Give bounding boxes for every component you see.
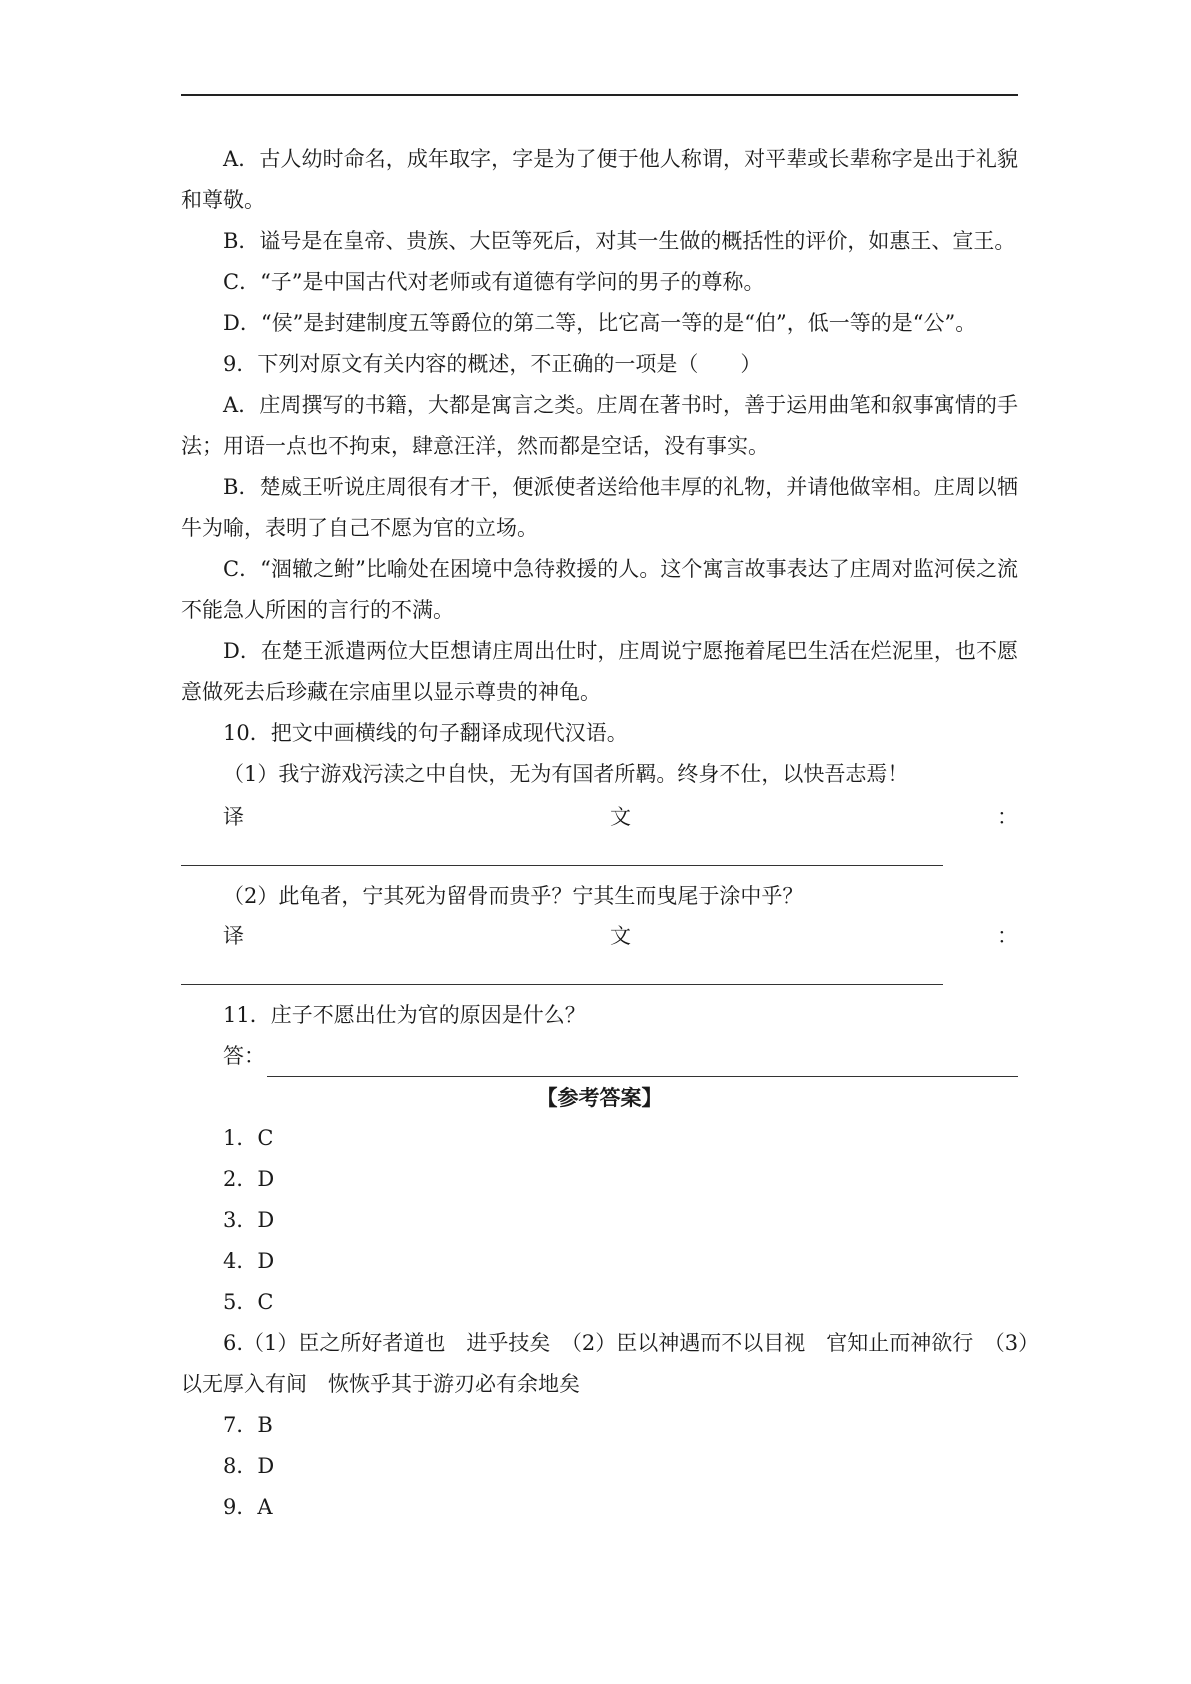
q10-translation-1-label: [181, 797, 1018, 838]
answer-5: 5．C: [223, 1290, 274, 1314]
q8-option-d: D．“侯”是封建制度五等爵位的第二等，比它高一等的是“伯”，低一等的是“公”。: [223, 311, 977, 335]
q11-answer-row: [181, 1036, 1018, 1077]
answer-8: 8．D: [223, 1454, 275, 1478]
colon-char: ：: [997, 924, 1018, 948]
translation-2-answer-line[interactable]: [181, 984, 943, 985]
q8-option-c: C．“子”是中国古代对老师或有道德有学问的男子的尊称。: [223, 270, 765, 294]
answer-4: 4．D: [223, 1249, 275, 1273]
answer-label: 答：: [223, 1044, 265, 1068]
wen-char: 文: [610, 805, 631, 829]
q11-stem: 11．庄子不愿出仕为官的原因是什么？: [223, 1003, 586, 1027]
answer-6-line1: 6.（1）臣之所好者道也 进乎技矣 （2）臣以神遇而不以目视 官知止而神欲行 （3）: [223, 1331, 1040, 1355]
answer-9: 9．A: [223, 1495, 273, 1519]
answer-7: 7．B: [223, 1413, 273, 1437]
q9-option-b-line2: 牛为喻，表明了自己不愿为官的立场。: [181, 516, 538, 540]
q10-sentence-1: （1）我宁游戏污渎之中自快，无为有国者所羁。终身不仕，以快吾志焉！: [223, 762, 909, 786]
q9-option-c-line2: 不能急人所困的言行的不满。: [181, 598, 454, 622]
reference-answer-heading: 【参考答案】: [536, 1085, 663, 1110]
q9-option-b-line1: B．楚威王听说庄周很有才干，便派使者送给他丰厚的礼物，并请他做宰相。庄周以牺: [223, 475, 1018, 499]
q11-answer-line[interactable]: [267, 1046, 1018, 1077]
q10-translation-2-label: [181, 916, 1018, 957]
q8-option-a-line1: A．古人幼时命名，成年取字，字是为了便于他人称谓，对平辈或长辈称字是出于礼貌: [223, 147, 1018, 171]
q10-stem: 10．把文中画横线的句子翻译成现代汉语。: [223, 721, 628, 745]
yi-char: 译: [223, 924, 244, 948]
answer-3: 3．D: [223, 1208, 275, 1232]
q8-option-a-line2: 和尊敬。: [181, 188, 265, 212]
answer-6-line2: 以无厚入有间 恢恢乎其于游刃必有余地矣: [181, 1372, 580, 1396]
colon-char: ：: [997, 805, 1018, 829]
q9-option-a-line2: 法；用语一点也不拘束，肆意汪洋，然而都是空话，没有事实。: [181, 434, 769, 458]
q9-option-c-line1: C．“涸辙之鲋”比喻处在困境中急待救援的人。这个寓言故事表达了庄周对监河侯之流: [223, 557, 1018, 581]
q8-option-b: B．谥号是在皇帝、贵族、大臣等死后，对其一生做的概括性的评价，如惠王、宣王。: [223, 229, 1016, 253]
answer-2: 2．D: [223, 1167, 275, 1191]
translation-1-answer-line[interactable]: [181, 865, 943, 866]
q10-sentence-2: （2）此龟者，宁其死为留骨而贵乎？宁其生而曳尾于涂中乎？: [223, 884, 804, 908]
wen-char: 文: [610, 924, 631, 948]
q9-option-d-line2: 意做死去后珍藏在宗庙里以显示尊贵的神龟。: [181, 680, 601, 704]
yi-char: 译: [223, 805, 244, 829]
header-rule: [181, 94, 1018, 96]
q9-option-a-line1: A．庄周撰写的书籍，大都是寓言之类。庄周在著书时，善于运用曲笔和叙事寓情的手: [223, 393, 1018, 417]
q9-option-d-line1: D．在楚王派遣两位大臣想请庄周出仕时，庄周说宁愿拖着尾巴生活在烂泥里，也不愿: [223, 639, 1018, 663]
answer-1: 1．C: [223, 1126, 274, 1150]
q9-stem: 9．下列对原文有关内容的概述，不正确的一项是（ ）: [223, 352, 762, 376]
